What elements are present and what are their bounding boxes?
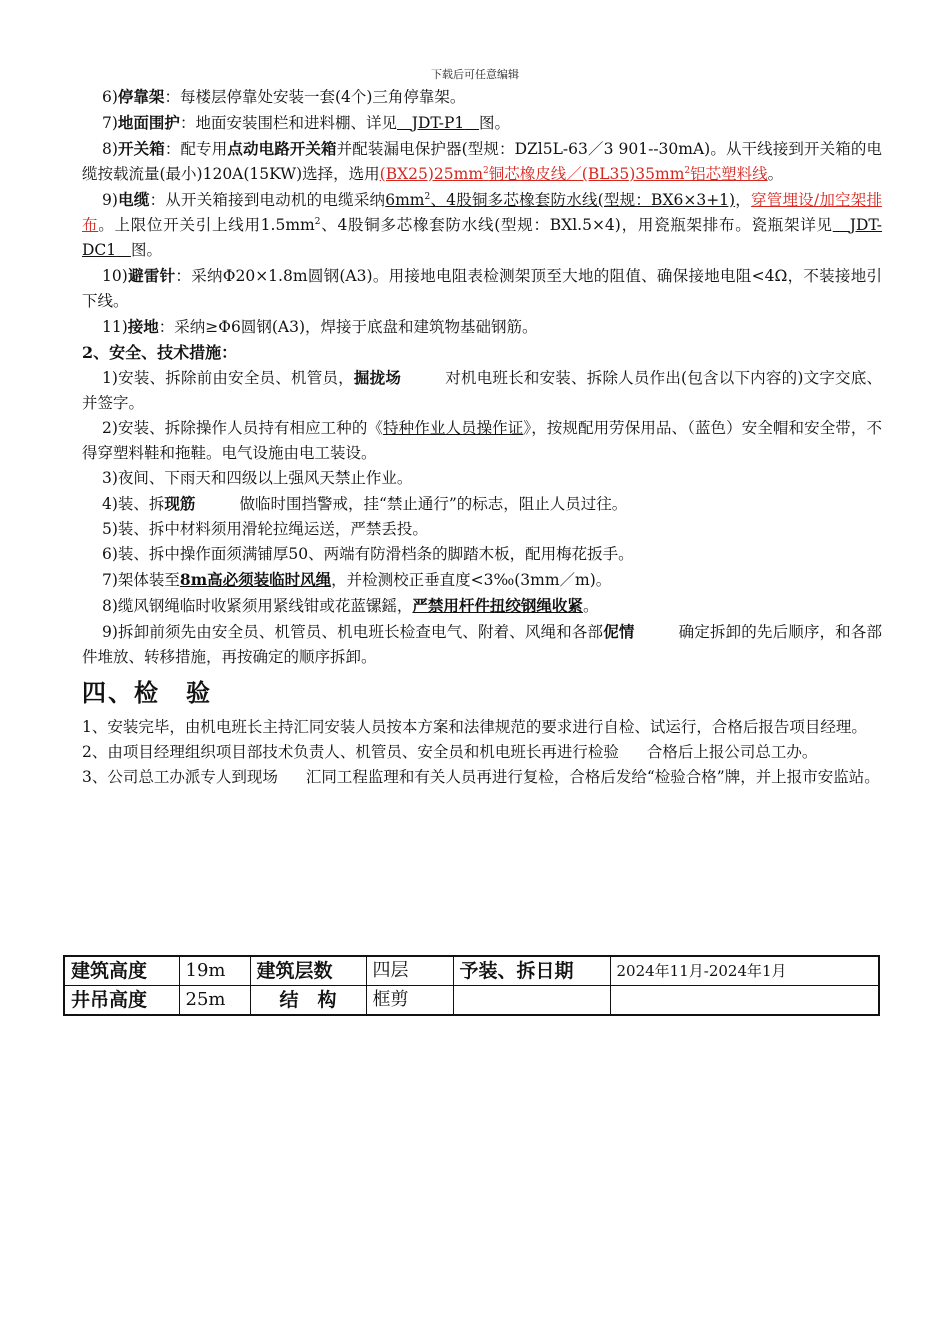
section-4-title: 四、检 验 — [82, 678, 212, 707]
measure-3: 3)夜间、下雨天和四级以上强风天禁止作业。 — [102, 469, 413, 487]
table-row — [64, 956, 879, 986]
item-7: 7)地面围护：地面安装围栏和进料棚、详见 JDT-P1 图。 — [102, 113, 511, 132]
label-ground-guard: 地面围护 — [117, 113, 180, 132]
cell-floors-value: 四层 — [366, 956, 453, 986]
cell-building-height-value: 19m — [179, 956, 250, 986]
measure-2: 2)安装、拆除操作人员持有相应工种的《特种作业人员操作证》，按规配用劳保用品、（蓝色）安全帽和安全带，不得穿塑料鞋和拖鞋。电气设施由电工装设。 — [82, 419, 882, 462]
cell-structure-label: 结 构 — [250, 986, 366, 1016]
document-body — [82, 84, 882, 790]
label-grounding: 接地 — [127, 317, 159, 336]
measure-7: 7)架体装至8m高必须装临时风绳，并检测校正垂直度<3‰(3mm／m)。 — [102, 570, 612, 589]
cell-building-height-label: 建筑高度 — [64, 956, 179, 986]
item-8: 8)开关箱：配专用点动电路开关箱并配装漏电保护器(型规：DZl5L-63／3 901--30mA)。从干线接到开关箱的电缆按载流量(最小)120A(15KW)选择，选用$(BX25)25mm^2$铜芯橡皮线$/(BL35)35mm^2$铝芯塑料线。 — [82, 139, 882, 183]
label-standing-frame: 停靠架 — [117, 87, 165, 106]
cell-structure-value: 框剪 — [366, 986, 453, 1016]
cable-spec-red: $(BX25)25mm^2$铜芯橡皮线$/(BL35)35mm^2$铝芯塑料线 — [379, 165, 768, 183]
item-11: 11)接地：采纳≥Φ6圆钢(A3)，焊接于底盘和建筑物基础钢筋。 — [102, 317, 538, 336]
measure-8: 8)缆风钢绳临时收紧须用紧线钳或花蓝镙鎐，严禁用杆件扭绞钢绳收紧。 — [102, 596, 599, 615]
cell-date-value: 2024年11月-2024年1月 — [610, 956, 879, 986]
item-9: 9)电缆：从开关箱接到电动机的电缆采纳$6mm^2$、4股铜多芯橡套防水线(型规：BX6×3+1)，穿管埋设/加空架排布。上限位开关引上线用$1.5mm^2$、4股铜多芯橡套防水线(型规：BXl.5×4)，用瓷瓶架排布。瓷瓶架详见 JDT-DC1 图。 — [82, 190, 882, 259]
label-cable: 电缆 — [117, 190, 150, 209]
item-6: 6)停靠架：每楼层停靠处安装一套(4个)三角停靠架。 — [102, 87, 466, 106]
cell-floors-label: 建筑层数 — [250, 956, 366, 986]
table-row — [64, 986, 879, 1016]
cell-empty-1 — [453, 986, 610, 1016]
cell-date-label: 予装、拆日期 — [453, 956, 610, 986]
item-10: 10)避雷针：采纳Φ20×1.8m圆钢(A3)。用接地电阻表检测架顶至大地的阻值、确保接地电阻<4Ω，不装接地引下线。 — [82, 266, 882, 310]
inspection-3: 3、公司总工办派专人到现场 汇同工程监理和有关人员再进行复检，合格后发给“检验合格”牌，并上报市安监站。 — [82, 768, 880, 786]
label-switch-box: 开关箱 — [117, 139, 165, 158]
measure-1: 1)安装、拆除前由安全员、机管员，掘拢场 对机电班长和安装、拆除人员作出(包含以下内容的)文字交底、并签字。 — [82, 368, 882, 412]
ref-jdt-p1: JDT-P1 — [411, 114, 465, 132]
inspection-2: 2、由项目经理组织项目部技术负责人、机管员、安全员和机电班长再进行检验 合格后上报公司总工办。 — [82, 743, 818, 761]
measure-4: 4)装、拆现筋 做临时围挡警戒，挂“禁止通行”的标志，阻止人员过往。 — [102, 494, 628, 513]
inspection-1: 1、安装完毕，由机电班长主持汇同安装人员按本方案和法律规范的要求进行自检、试运行，合格后报告项目经理。 — [82, 718, 867, 736]
section-2-title: 2、安全、技术措施： — [82, 343, 238, 362]
cell-hoist-height-value: 25m — [179, 986, 250, 1016]
building-info-table — [63, 955, 880, 1016]
label-lightning-rod: 避雷针 — [127, 266, 176, 285]
measure-5: 5)装、拆中材料须用滑轮拉绳运送，严禁丢投。 — [102, 520, 428, 538]
cell-empty-2 — [610, 986, 879, 1016]
cell-hoist-height-label: 井吊高度 — [64, 986, 179, 1016]
ref-jdt-dc1: JDT-DC1 — [82, 216, 882, 259]
measure-9: 9)拆卸前须先由安全员、机管员、机电班长检查电气、附着、风绳和各部伲情 确定拆卸的先后顺序，和各部件堆放、转移措施，再按确定的顺序拆卸。 — [82, 622, 882, 666]
header-note: 下载后可任意编辑 — [431, 68, 519, 81]
measure-6: 6)装、拆中操作面须满铺厚50、两端有防滑档条的脚踏木板，配用梅花扳手。 — [102, 545, 634, 563]
